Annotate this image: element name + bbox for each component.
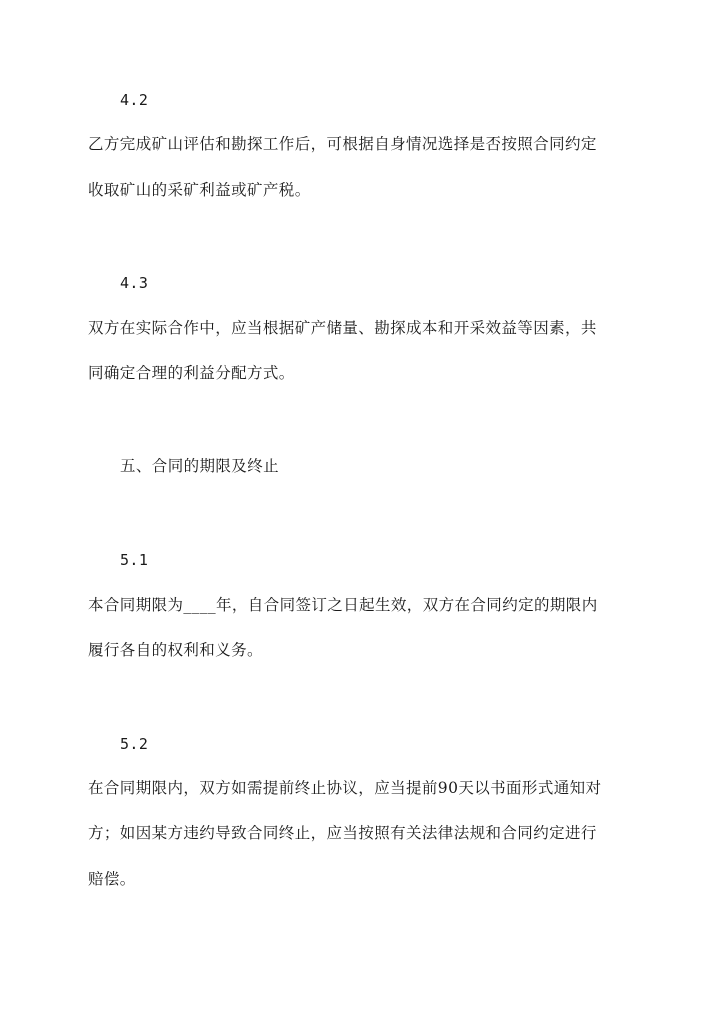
clause-text-line: 本合同期限为____年，自合同签订之日起生效，双方在合同约定的期限内	[88, 596, 598, 614]
section-heading: 五、合同的期限及终止	[120, 457, 280, 475]
clause-text-line: 履行各自的权利和义务。	[88, 641, 263, 659]
clause-number: 5.1	[120, 551, 149, 569]
clause-text-line: 双方在实际合作中，应当根据矿产储量、勘探成本和开采效益等因素，共	[88, 319, 597, 337]
clause-text-line: 乙方完成矿山评估和勘探工作后，可根据自身情况选择是否按照合同约定	[88, 135, 597, 153]
clause-text-line: 在合同期限内，双方如需提前终止协议，应当提前90天以书面形式通知对	[88, 779, 602, 797]
clause-number: 5.2	[120, 735, 149, 753]
clause-number: 4.2	[120, 91, 149, 109]
clause-text-line: 同确定合理的利益分配方式。	[88, 364, 295, 382]
clause-number: 4.3	[120, 274, 149, 292]
clause-text-line: 收取矿山的采矿利益或矿产税。	[88, 181, 311, 199]
clause-text-line: 方；如因某方违约导致合同终止，应当按照有关法律法规和合同约定进行	[88, 824, 597, 842]
clause-text-line: 赔偿。	[88, 870, 136, 888]
